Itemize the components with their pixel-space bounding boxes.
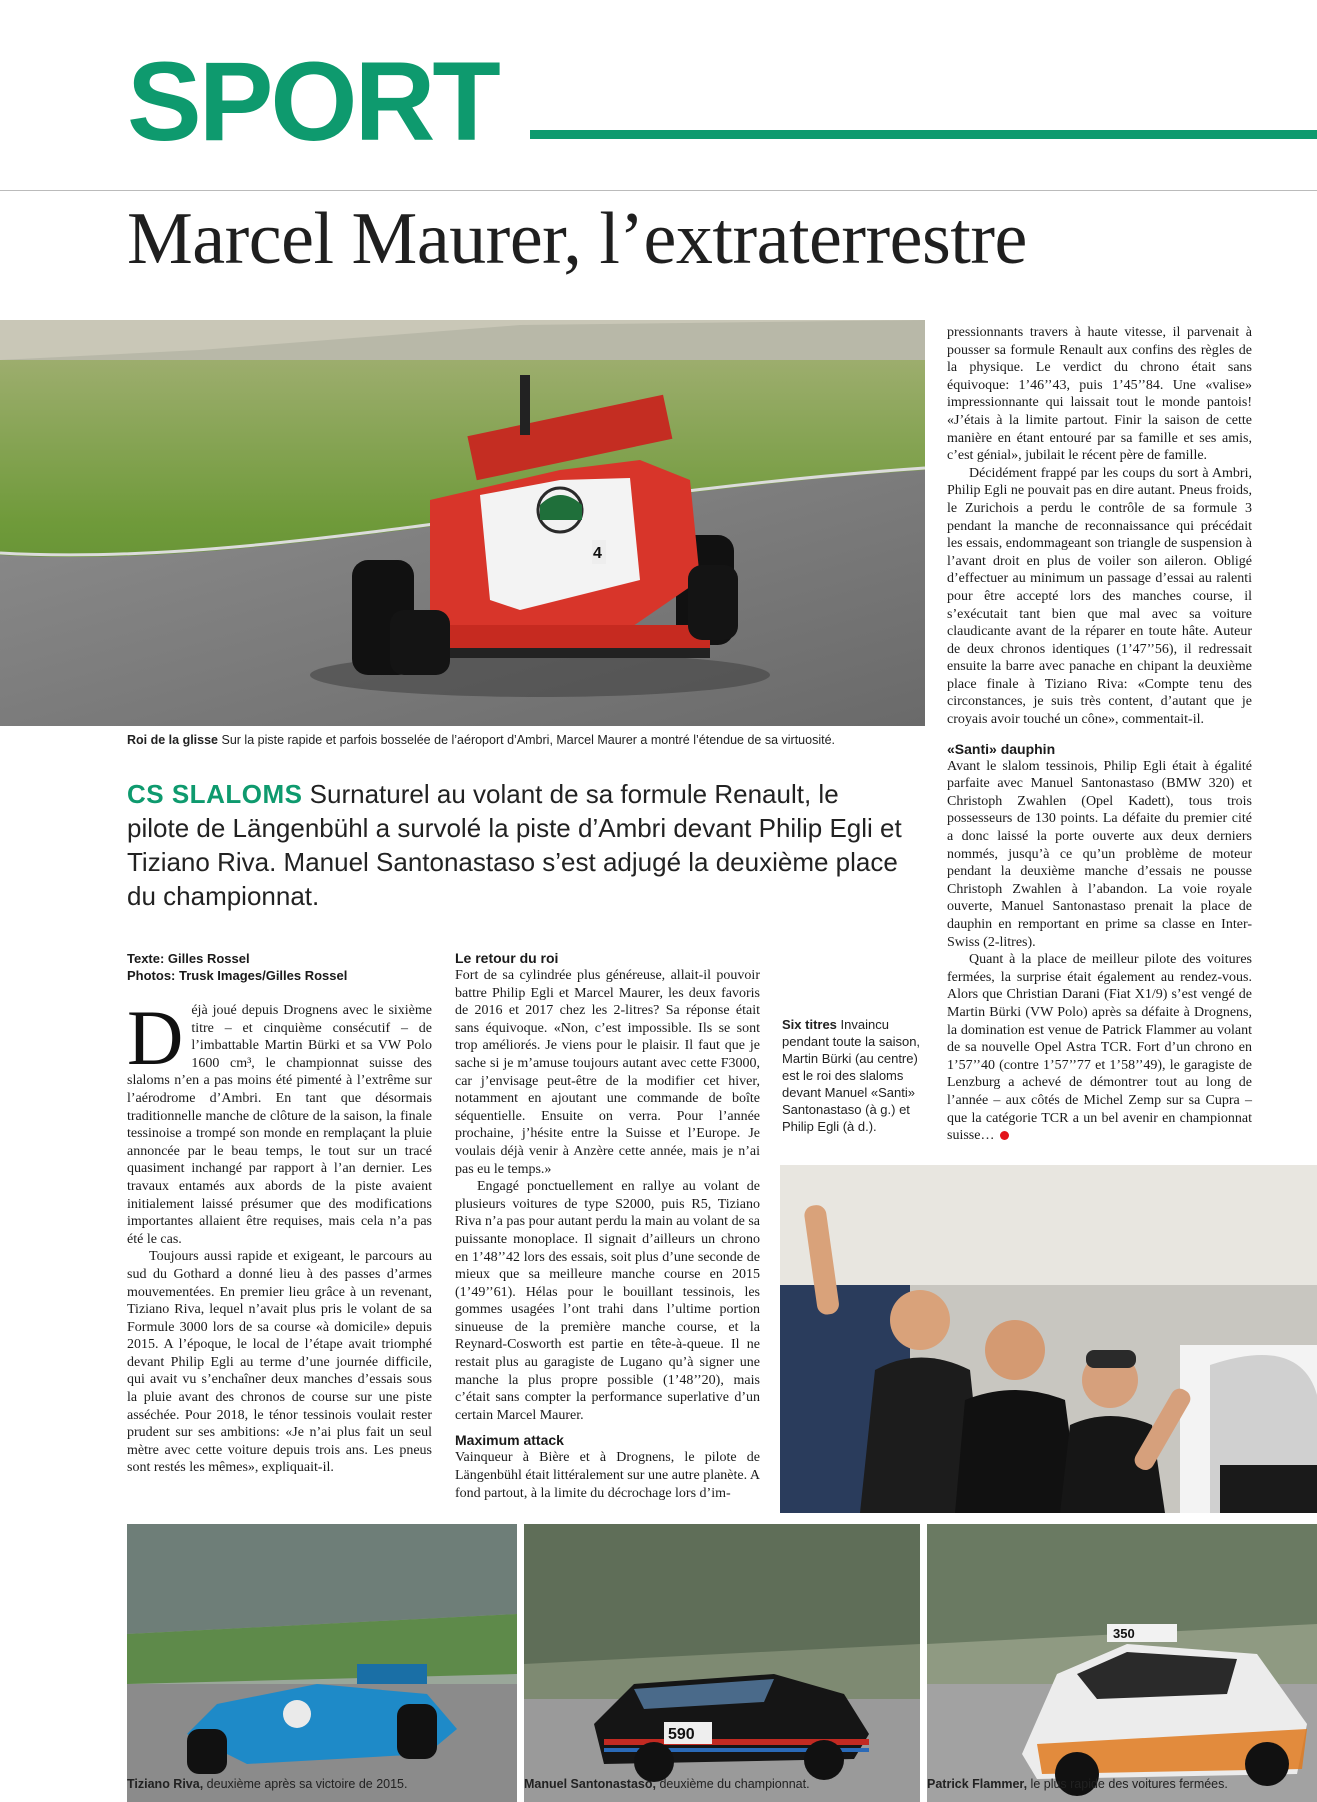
column1-paragraph-2: Toujours aussi rapide et exigeant, le parcours au sud du Gothard a donné lieu à des passes d’armes mouvementées. En premier lieu grâce à un revenant, Tiziano Riva, lequel n’avait plus pris le volant de sa Formule 3000 lors de sa course «à domicile» depuis 2015. A l’époque, le local de l’étape avait triomphé devant Philip Egli au terme d’une journée difficile, qui avait vu s’enchaîner deux manches d’essais sous la pluie avant des chronos de course sur une piste asséchée. Pour 2018, le ténor tessinois voulait rester prudent sur ses ambitions: «Je n’ai plus fait un seul mètre avec cette voiture depuis trois ans. Les pneus sont restés les mêmes», expliquait-il.	[127, 1249, 432, 1476]
main-photo-caption-title: Roi de la glisse	[127, 733, 219, 747]
bmw-photo	[524, 1524, 920, 1802]
formula-car-photo	[0, 320, 925, 726]
column2-paragraph-2: Engagé ponctuellement en rallye au volant de plusieurs voitures de type S2000, puis R5, Tiziano Riva n’a pas pour autant perdu la main au volant de sa puissante monoplace. Il signait d’ailleurs un chrono en 1’48’’42 lors des essais, soit plus d’une seconde de mieux que sa meilleure manche course en 2015 (1’49’’61). Hélas pour le bouillant tessinois, les gommes usagées l’ont trahi dans l’ultime portion sinueuse de la première manche course, et la Reynard-Cosworth est partie en tête-à-queue. Il ne restait plus au garagiste de Lugano qu’à signer une manche la plus propre possible (1’48’’20), mais c’était sans compter la performance superlative d’un certain Marcel Maurer.	[455, 1179, 760, 1423]
podium-caption-title: Six titres	[782, 1017, 837, 1032]
photo-credits: Photos: Trusk Images/Gilles Rossel	[127, 968, 348, 983]
article-column-3	[947, 324, 1252, 1145]
lead-text: Surnaturel au volant de sa formule Renault, le pilote de Längenbühl a survolé la piste d’Ambri devant Philip Egli et Tiziano Riva. Manuel Santonastaso s’est adjugé la deuxième place du championnat.	[127, 779, 902, 911]
main-photo-caption-text: Sur la piste rapide et parfois bosselée de l’aéroport d’Ambri, Marcel Maurer a montré l’étendue de sa virtuosité.	[218, 733, 835, 747]
caption-manuel-santonastaso-title: Manuel Santonastaso,	[524, 1777, 656, 1791]
column3-paragraph-3: Avant le slalom tessinois, Philip Egli était à égalité parfaite avec Manuel Santonastaso (BMW 320) et Christoph Zwahlen (Opel Kadett), tous trois possesseurs de 130 points. La défaite du premier cité a donc laissé la porte ouverte aux deux derniers nommés, jusqu’à ce qu’un problème de moteur pendant la deuxième manche d’essais ne pousse Christoph Zwahlen à l’abandon. La voie royale ouverte, Manuel Santonastaso prenait la place de dauphin en remportant en prime sa classe en Inter-Swiss (2-litres).	[947, 758, 1252, 950]
article-column-1	[127, 950, 432, 1477]
blue-formula-photo	[127, 1524, 517, 1802]
column2-paragraph-1: Fort de sa cylindrée plus généreuse, allait-il pouvoir battre Philip Egli et Marcel Maurer, les deux favoris de 2016 et 2017 chez les 2-litres? Sa réponse était sans équivoque. «Non, c’est impossible. Ils se sont trop améliorés. Je viens pour le plaisir. Il faut que je sache si je m’amuse toujours autant avec cette F3000, car j’envisage peut-être de la modifier cet hiver, notamment en ajoutant une commande de boîte séquentielle. Ensuite on verra. Pour l’année prochaine, j’hésite entre la Suisse et l’Europe. Je voulais déjà venir à Anzère cette année, mais je n’ai pas eu le temps.»	[455, 968, 760, 1177]
caption-tiziano-riva	[127, 1776, 517, 1792]
end-of-article-dot	[1000, 1131, 1009, 1140]
caption-patrick-flammer-text: le plus rapide des voitures fermées.	[1027, 1777, 1228, 1791]
caption-tiziano-riva-text: deuxième après sa victoire de 2015.	[203, 1777, 408, 1791]
photo-patrick-flammer	[927, 1524, 1317, 1802]
main-photo	[0, 320, 925, 726]
podium-caption	[782, 1016, 927, 1135]
article-column-2	[455, 950, 760, 1502]
photo-manuel-santonastaso	[524, 1524, 920, 1802]
bmw-car-number: 590	[668, 1726, 695, 1743]
column2-paragraph-3: Vainqueur à Bière et à Drognens, le pilote de Längenbühl était littéralement sur une autre planète. A fond partout, à la limite du décrochage lors d’im-	[455, 1450, 760, 1501]
main-photo-caption	[127, 732, 927, 748]
section-title: SPORT	[127, 46, 512, 158]
column3-paragraph-2: Décidément frappé par les coups du sort à Ambri, Philip Egli ne pouvait pas en dire autant. Pneus froids, le Zurichois a perdu le contrôle de sa formule 3 pendant la manche de reconnaissance qui précédait les essais, endommageant son triangle de suspension à l’avant droit en plus de voiler son aileron. Obligé d’effectuer au minimum un passage d’essai au ralenti pour être accepté lors des manches course, il s’exécutait tant bien que mal avec sa voiture claudicante avant de la réparer en toute hâte. Auteur de deux chronos identiques (1’47’’56), il redressait ensuite la barre avec panache en chipant la deuxième place finale à Tiziano Riva: «Compte tenu des circonstances, je suis très content, d’autant que je croyais avoir touché un cône», commentait-il.	[947, 465, 1252, 728]
caption-patrick-flammer	[927, 1776, 1317, 1792]
subhead-santi-dauphin: «Santi» dauphin	[947, 740, 1056, 757]
caption-manuel-santonastaso-text: deuxième du championnat.	[655, 1777, 810, 1791]
caption-manuel-santonastaso	[524, 1776, 920, 1792]
car-number: 4	[593, 545, 602, 562]
section-banner	[0, 39, 1317, 164]
column3-paragraph-1: pressionnants travers à haute vitesse, il parvenait à pousser sa formule Renault aux confins des règles de la physique. Le verdict du chrono était sans équivoque: 1’46’’43, puis 1’45’’84. Une «valise» impressionnante qui laissait tout le monde pantois! «J’étais à la limite partout. Finir la saison de cette manière en étant entouré par sa famille et ses amis, c’est génial», jubilait le récent père de famille.	[947, 325, 1252, 464]
drop-cap: D	[127, 994, 184, 1081]
podium-celebration-photo	[780, 1165, 1317, 1513]
opel-car-number: 350	[1113, 1626, 1135, 1641]
column1-paragraph-1: éjà joué depuis Drognens avec le sixième titre – et cinquième consécutif – de l’imbattable Martin Bürki et sa VW Polo 1600 cm³, le championnat suisse des slaloms n’en a pas moins été pimenté à l’extrême sur l’aérodrome d’Ambri. En tant que désormais traditionnelle manche de clôture de la saison, la finale tessinoise a trompé son monde en remplaçant la pluie annoncée par le beau temps, le tout sur un tracé quasiment inchangé par rapport à l’an dernier. Les travaux entamés aux abords de la piste avaient initialement laissé présumer que des modifications importantes allaient être requises, mais cela n’a pas été le cas.	[127, 1003, 432, 1247]
subhead-maximum-attack: Maximum attack	[455, 1432, 564, 1449]
opel-astra-photo	[927, 1524, 1317, 1802]
photo-tiziano-riva	[127, 1524, 517, 1802]
subhead-retour-du-roi: Le retour du roi	[455, 950, 559, 966]
podium-caption-text: Invaincu pendant toute la saison, Martin Bürki (au centre) est le roi des slaloms devant Manuel «Santi» Santonastaso (à g.) et Philip Egli (à d.).	[782, 1017, 921, 1134]
headline: Marcel Maurer, l’extraterrestre	[127, 198, 1027, 280]
column3-paragraph-4: Quant à la place de meilleur pilote des voitures fermées, la surprise était également au rendez-vous. Alors que Christian Darani (Fiat X1/9) s’est vengé de Martin Bürki (VW Polo) après sa défaite à Drognens, la domination est venue de Patrick Flammer au volant de sa nouvelle Opel Astra TCR. Fort d’un chrono en 1’57’’40 (contre 1’57’’77 et 1’58’’49), le garagiste de Lenzburg a achevé de démontrer tout au long de l’année – aux côtés de Michel Zemp sur sa Cupra – que la catégorie TCR a un bel avenir en championnat suisse…	[947, 952, 1252, 1144]
byline: Texte: Gilles Rossel	[127, 951, 250, 966]
caption-tiziano-riva-title: Tiziano Riva,	[127, 1777, 204, 1791]
lead-kicker: CS SLALOMS	[127, 779, 303, 809]
lead-paragraph	[127, 777, 907, 913]
caption-patrick-flammer-title: Patrick Flammer,	[927, 1777, 1028, 1791]
section-rule	[530, 130, 1317, 139]
headline-rule	[0, 190, 1317, 191]
podium-photo	[780, 1165, 1317, 1513]
